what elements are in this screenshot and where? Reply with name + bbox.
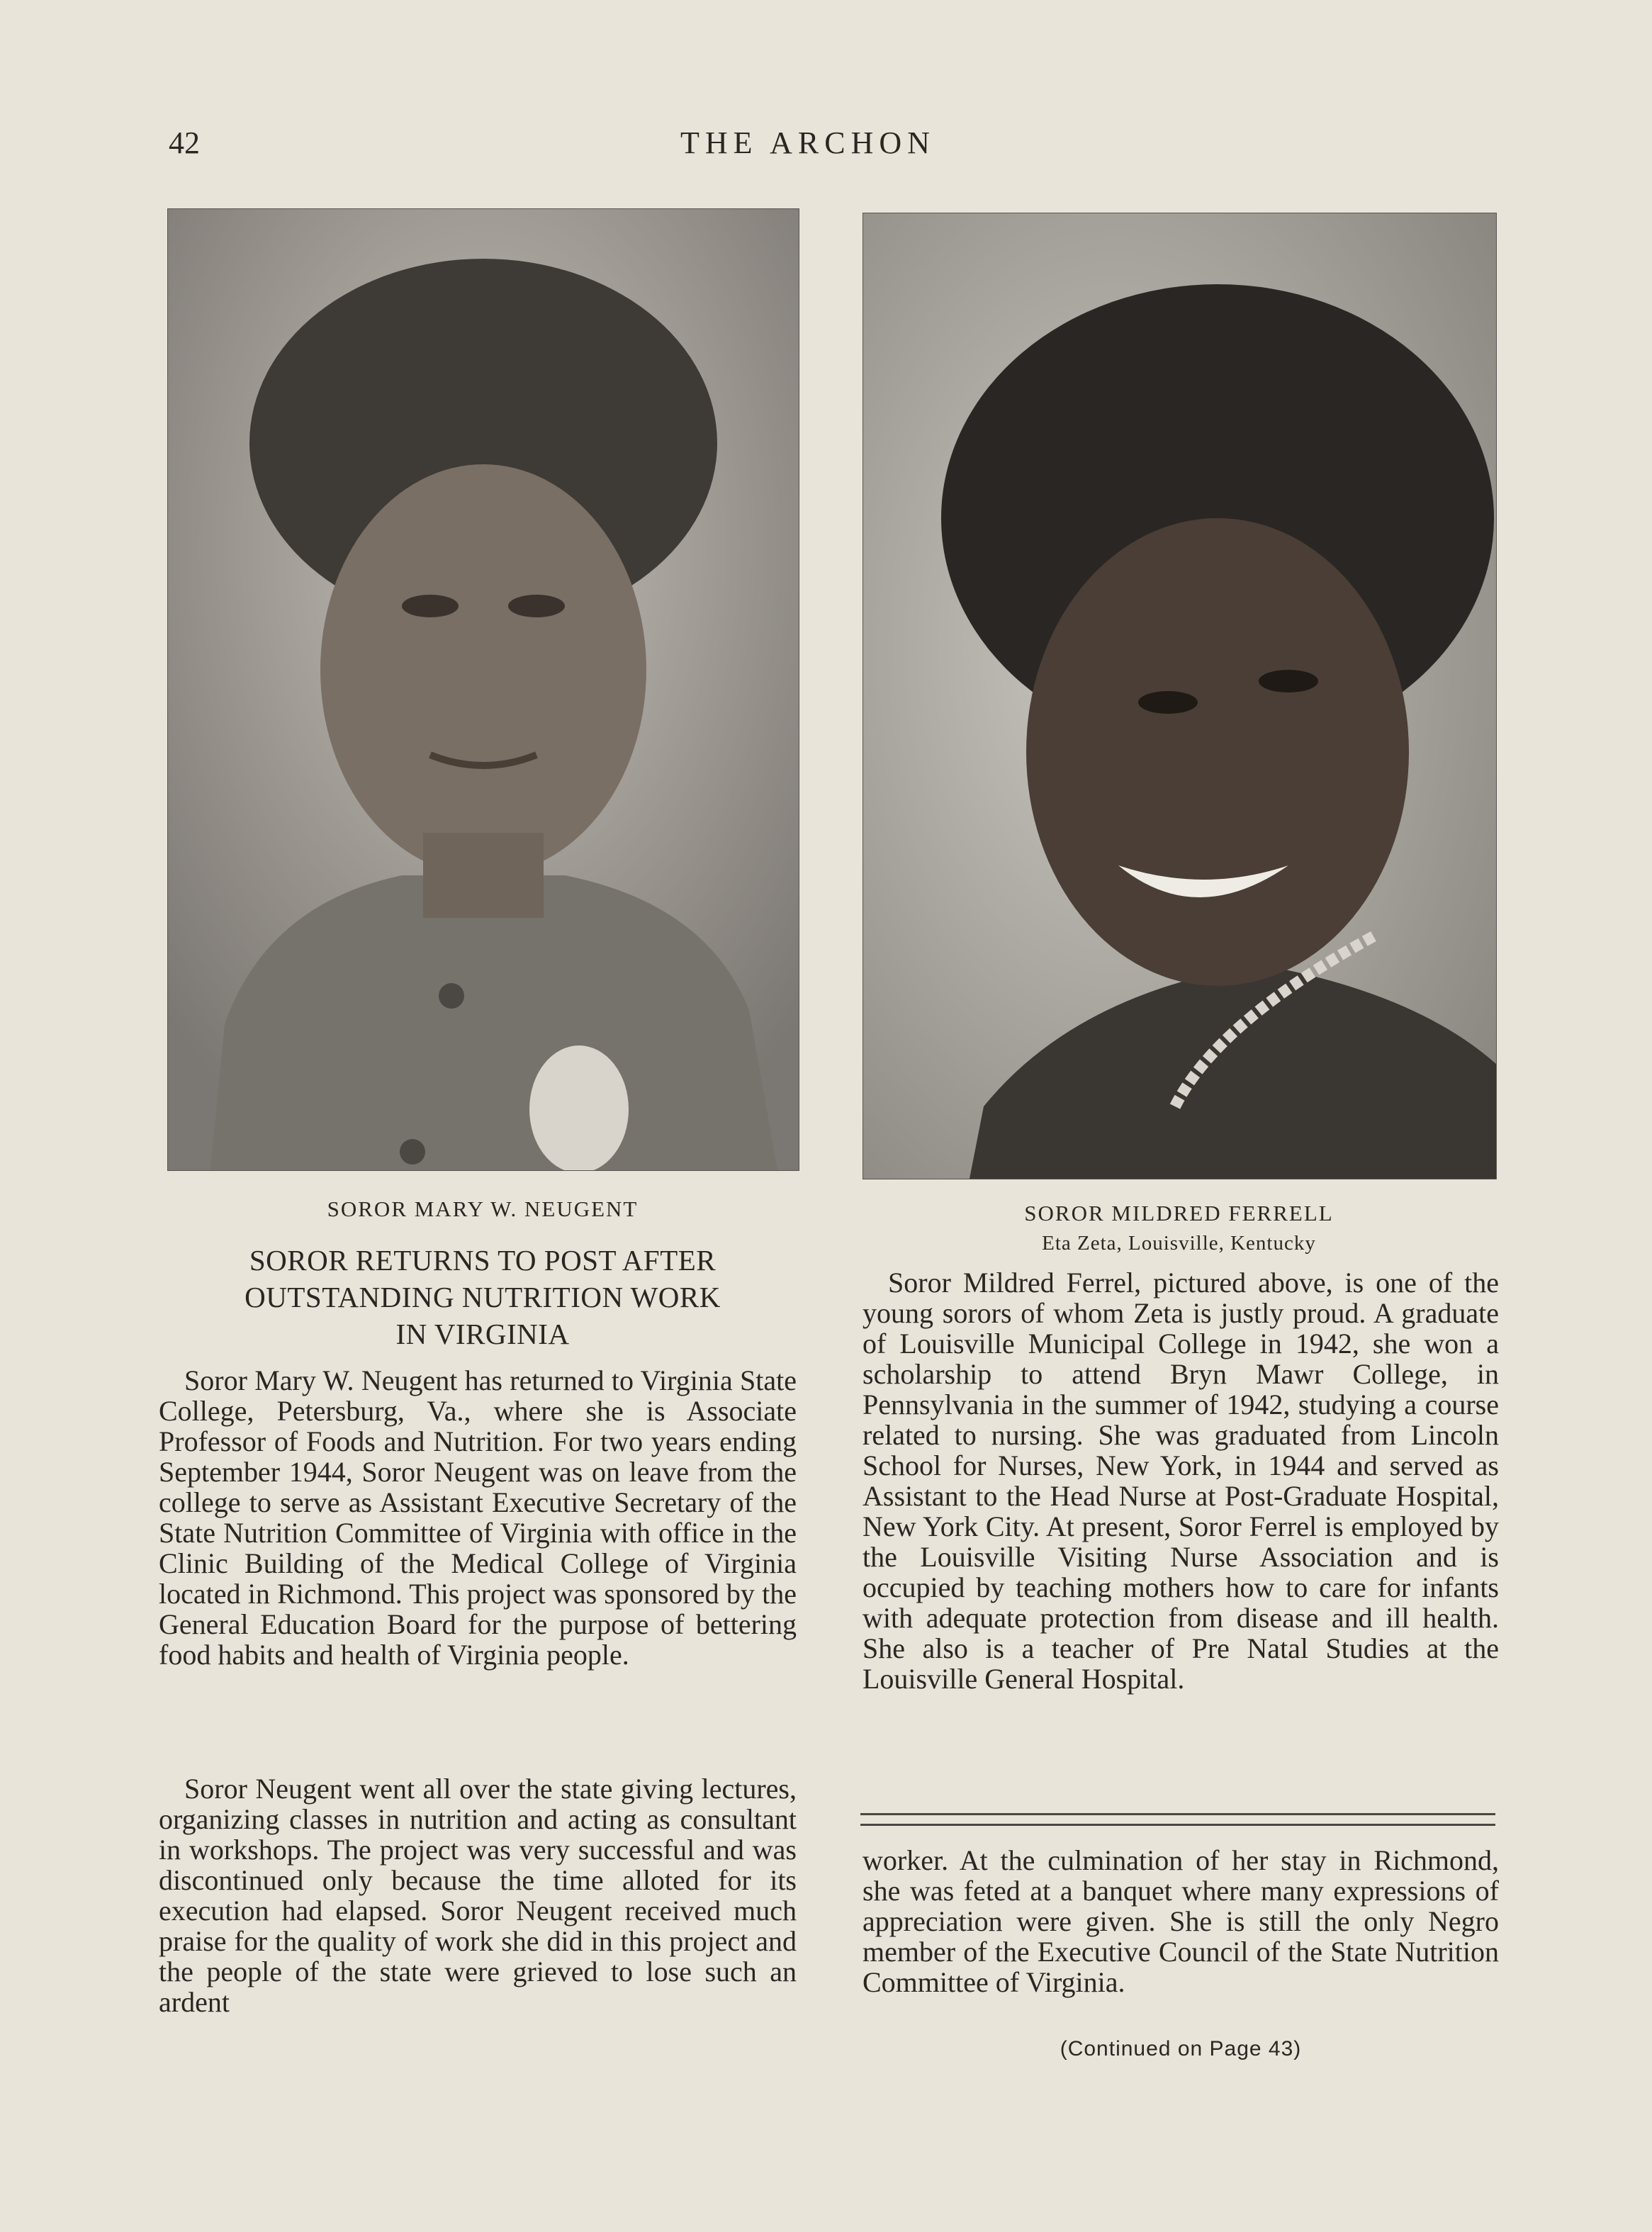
paragraph: Soror Mary W. Neugent has returned to Virginia State College, Petersburg, Va., where she is Associate Professor of Foods and Nutrition. For two years ending September 1944, Soror Neugent was on leave from the college to serve as Assistant Executive Secretary of the State Nutrition Committee of Virginia with office in the Clinic Building of the Medical College of Virginia located in Richmond. This project was sponsored by the General Education Board for the purpose of bettering food habits and health of Virginia people. bbox=[159, 1364, 797, 1671]
article-column-left-part2 bbox=[159, 1773, 797, 2017]
photo-subcaption-right: Eta Zeta, Louisville, Kentucky bbox=[1042, 1232, 1316, 1255]
photo-caption-left: SOROR MARY W. NEUGENT bbox=[327, 1196, 639, 1221]
photo-caption-right: SOROR MILDRED FERRELL bbox=[1024, 1201, 1334, 1226]
headline-line: SOROR RETURNS TO POST AFTER bbox=[249, 1244, 717, 1277]
paragraph: worker. At the culmination of her stay in Richmond, she was feted at a banquet where many expressions of appreciation were given. She is still the only Negro member of the Executive Council of the State Nutrition Committee of Virginia. bbox=[862, 1844, 1499, 1998]
article-headline bbox=[167, 1242, 798, 1352]
headline-line: IN VIRGINIA bbox=[395, 1318, 570, 1350]
article-column-left-part1 bbox=[159, 1365, 797, 1670]
page-number: 42 bbox=[169, 125, 200, 160]
portrait-photo-mary-neugent bbox=[167, 208, 799, 1171]
article-continuation bbox=[862, 1845, 1499, 1997]
article-column-right bbox=[862, 1267, 1499, 1694]
paragraph: Soror Neugent went all over the state giving lectures, organizing classes in nutrition and acting as consultant in workshops. The project was very successful and was discontinued only because the time alloted for its execution had elapsed. Soror Neugent received much praise for the quality of work she did in this project and the people of the state were grieved to lose such an ardent bbox=[159, 1773, 797, 2018]
continued-note: (Continued on Page 43) bbox=[1060, 2037, 1302, 2060]
section-divider bbox=[860, 1813, 1495, 1826]
paragraph: Soror Mildred Ferrel, pictured above, is one of the young sorors of whom Zeta is justly proud. A graduate of Louisville Municipal College in 1942, she won a scholarship to attend Bryn Mawr College, in Pennsylvania in the summer of 1942, studying a course related to nursing. She was graduated from Lincoln School for Nurses, New York, in 1944 and served as Assistant to the Head Nurse at Post-Graduate Hospital, New York City. At present, Soror Ferrel is employed by the Louisville Visiting Nurse Association and is occupied by teaching mothers how to care for infants with adequate protection from disease and ill health. She also is a teacher of Pre Natal Studies at the Louisville General Hospital. bbox=[862, 1267, 1499, 1695]
headline-line: OUTSTANDING NUTRITION WORK bbox=[245, 1281, 721, 1313]
portrait-photo-mildred-ferrell bbox=[862, 213, 1497, 1179]
running-title: THE ARCHON bbox=[680, 125, 935, 160]
